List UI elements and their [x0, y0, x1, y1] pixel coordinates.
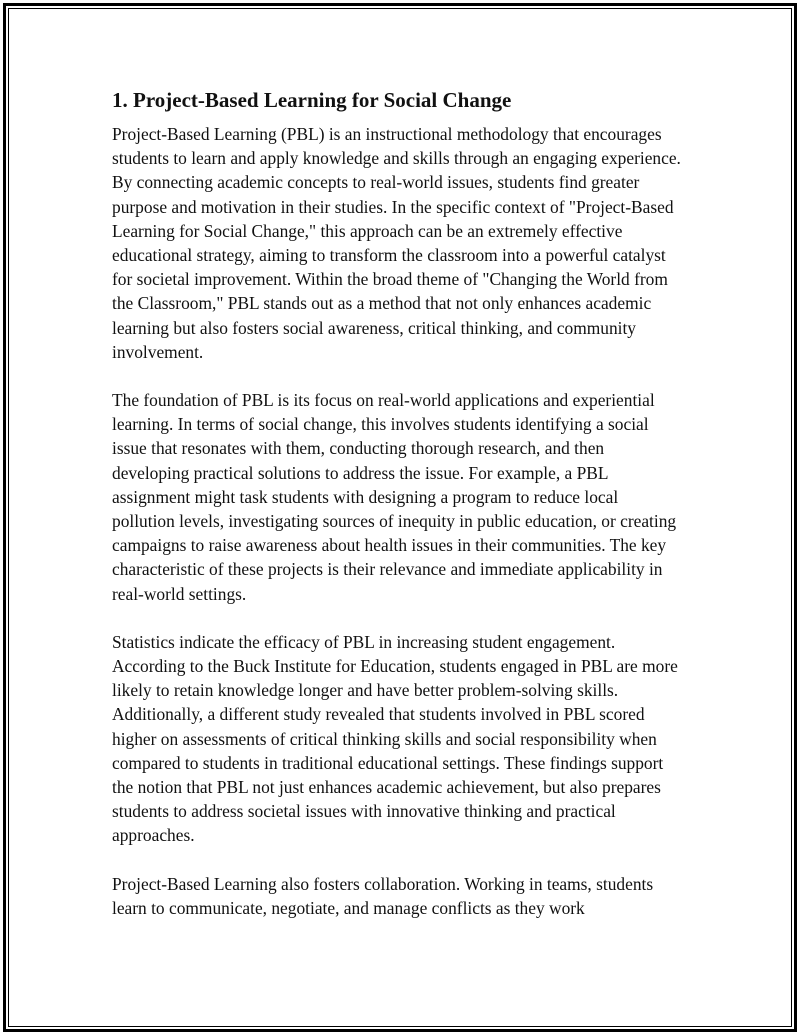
paragraph-intro: Project-Based Learning (PBL) is an instructional methodology that encourages students to learn and apply knowledge and skills through an engaging experience. By connecting academic concepts to real-world issues, students find greater purpose and motivation in their studies. In the specific context of "Project-Based Learning for Social Change," this approach can be an extremely effective educational strategy, aiming to transform the classroom into a powerful catalyst for societal improvement. Within the broad theme of "Changing the World from the Classroom," PBL stands out as a method that not only enhances academic learning but also fosters social awareness, critical thinking, and community involvement.	[112, 124, 681, 362]
paragraph-collaboration: Project-Based Learning also fosters collaboration. Working in teams, students learn to communicate, negotiate, and manage conflicts as they work	[112, 873, 654, 918]
paragraph-statistics: Statistics indicate the efficacy of PBL in increasing student engagement. According to the Buck Institute for Education, students engaged in PBL are more likely to retain knowledge longer and have better problem-solving skills. Additionally, a different study revealed that students involved in PBL scored higher on assessments of critical thinking skills and social responsibility when compared to students in traditional educational settings. These findings support the notion that PBL not just enhances academic achievement, but also prepares students to address societal issues with innovative thinking and practical approaches.	[112, 631, 678, 846]
document-body	[112, 86, 684, 944]
section-heading: 1. Project-Based Learning for Social Change	[112, 88, 512, 112]
paragraph-foundation: The foundation of PBL is its focus on real-world applications and experiential learning. In terms of social change, this involves students identifying a social issue that resonates with them, conducting thorough research, and then developing practical solutions to address the issue. For example, a PBL assignment might task students with designing a program to reduce local pollution levels, investigating sources of inequity in public education, or creating campaigns to raise awareness about health issues in their communities. The key characteristic of these projects is their relevance and immediate applicability in real-world settings.	[112, 390, 677, 604]
